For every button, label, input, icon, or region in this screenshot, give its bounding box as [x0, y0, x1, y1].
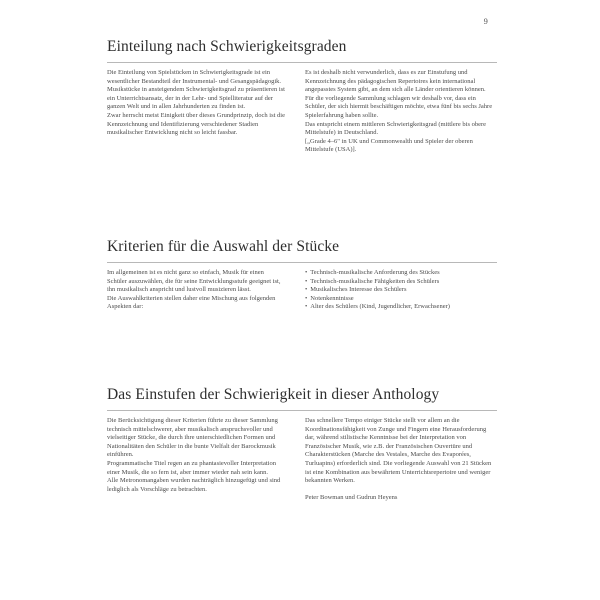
section-einteilung	[107, 38, 497, 189]
paragraph: Programmatische Titel regen an zu phantasievoller Interpretation einer Musik, die so fern ist, aber immer wieder nah sein kann.	[107, 459, 276, 476]
paragraph: Alle Metronomangaben wurden nachträglich hinzugefügt und sind lediglich als Vorschläge zu betrachten.	[107, 477, 281, 493]
column-left	[107, 269, 285, 312]
section-title: Das Einstufen der Schwierigkeit in dieser Anthology	[107, 386, 440, 403]
column-left	[107, 417, 285, 494]
paragraph: Es ist deshalb nicht verwunderlich, dass es zur Einstufung und Kennzeichnung des pädagogischen Repertoires kein international angepasstes System gibt, an dem sich alle Länder orientieren können.	[305, 69, 486, 94]
column-right	[305, 69, 497, 155]
list-item: • Musikalisches Interesse des Schülers	[305, 286, 497, 295]
section-divider	[107, 62, 497, 63]
column-left	[107, 69, 285, 138]
paragraph: Zwar herrscht meist Einigkeit über dieses Grundprinzip, doch ist die Kennzeichnung und Identifizierung verschiedener Stadien musikalischer Entwicklung nicht so leicht fassbar.	[107, 111, 285, 137]
paragraph: Im allgemeinen ist es nicht ganz so einfach, Musik für einen Schüler auszuwählen, die für seine Entwicklungsstufe geeignet ist, ihn musikalisch anspricht und lustvoll musizieren lässt.	[107, 269, 281, 294]
signature: Peter Bowman und Gudrun Heyens	[305, 493, 398, 501]
paragraph: Musikstücke in ansteigendem Schwierigkeitsgrad zu präsentieren ist ein Unterrichtsansatz, der in der Lehr- und Spielliteratur auf der ganzen Welt und in allen Jahrhunderten zu finden ist.	[107, 86, 285, 111]
column-right	[305, 269, 497, 312]
column-right	[305, 417, 497, 502]
section-title: Kriterien für die Auswahl der Stücke	[107, 238, 340, 255]
section-einstufen	[107, 386, 497, 567]
paragraph: Die Einteilung von Spielstücken in Schwierigkeitsgrade ist ein wesentlicher Bestandteil der Instrumental- und Gesangspädagogik.	[107, 69, 282, 85]
paragraph: Die Berücksichtigung dieser Kriterien führte zu dieser Sammlung technisch mittelschwerer, aber musikalisch anspruchsvoller und vielseitiger Stücke, die durch ihre unterschiedlichen Formen und Nationalitäten den Schüler in die bunte Vielfalt der Barockmusik einführen.	[107, 417, 278, 459]
paragraph: Das schnellere Tempo einiger Stücke stellt vor allem an die Koordinationsfähigkeit von Zunge und Fingern eine Herausforderung dar, während stilistische Kenntnisse bei der Interpretation von Französischer Musik, wie z.B. der Französischen Ouvertüre und Charakterstücken (Marche des Vestales, Marche des Evaporées, Turluapins) erforderlich sind. Die vorliegende Auswahl von 21 Stücken ist eine Kombination aus bewährtem Unterrichtsrepertoire und weniger bekannten Werken.	[305, 417, 492, 485]
criteria-list	[305, 269, 497, 312]
list-item: • Alter des Schülers (Kind, Jugendlicher, Erwachsener)	[305, 303, 497, 312]
section-divider	[107, 410, 497, 411]
section-title: Einteilung nach Schwierigkeitsgraden	[107, 38, 347, 55]
list-item: • Notenkenntnisse	[305, 295, 497, 304]
paragraph: Die Auswahlkriterien stellen daher eine Mischung aus folgenden Aspekten dar:	[107, 294, 276, 311]
list-item: • Technisch-musikalische Anforderung des Stückes	[305, 269, 497, 278]
section-divider	[107, 262, 497, 263]
paragraph: Für die vorliegende Sammlung schlagen wir deshalb vor, dass ein Schüler, der sich hiermit beschäftigen möchte, etwa fünf bis sechs Jahre Spielerfahrung haben sollte.	[305, 94, 493, 119]
paragraph: Das entspricht einem mittleren Schwierigkeitsgrad (mittlere bis obere Mittelstufe) in Deutschland.	[305, 120, 487, 137]
section-kriterien	[107, 238, 497, 339]
list-item: • Technisch-musikalische Fähigkeiten des Schülers	[305, 278, 497, 287]
page-number: 9	[483, 18, 488, 26]
paragraph: [„Grade 4–6" in UK und Commonwealth und Spieler der oberen Mittelstufe (USA)].	[305, 137, 473, 154]
